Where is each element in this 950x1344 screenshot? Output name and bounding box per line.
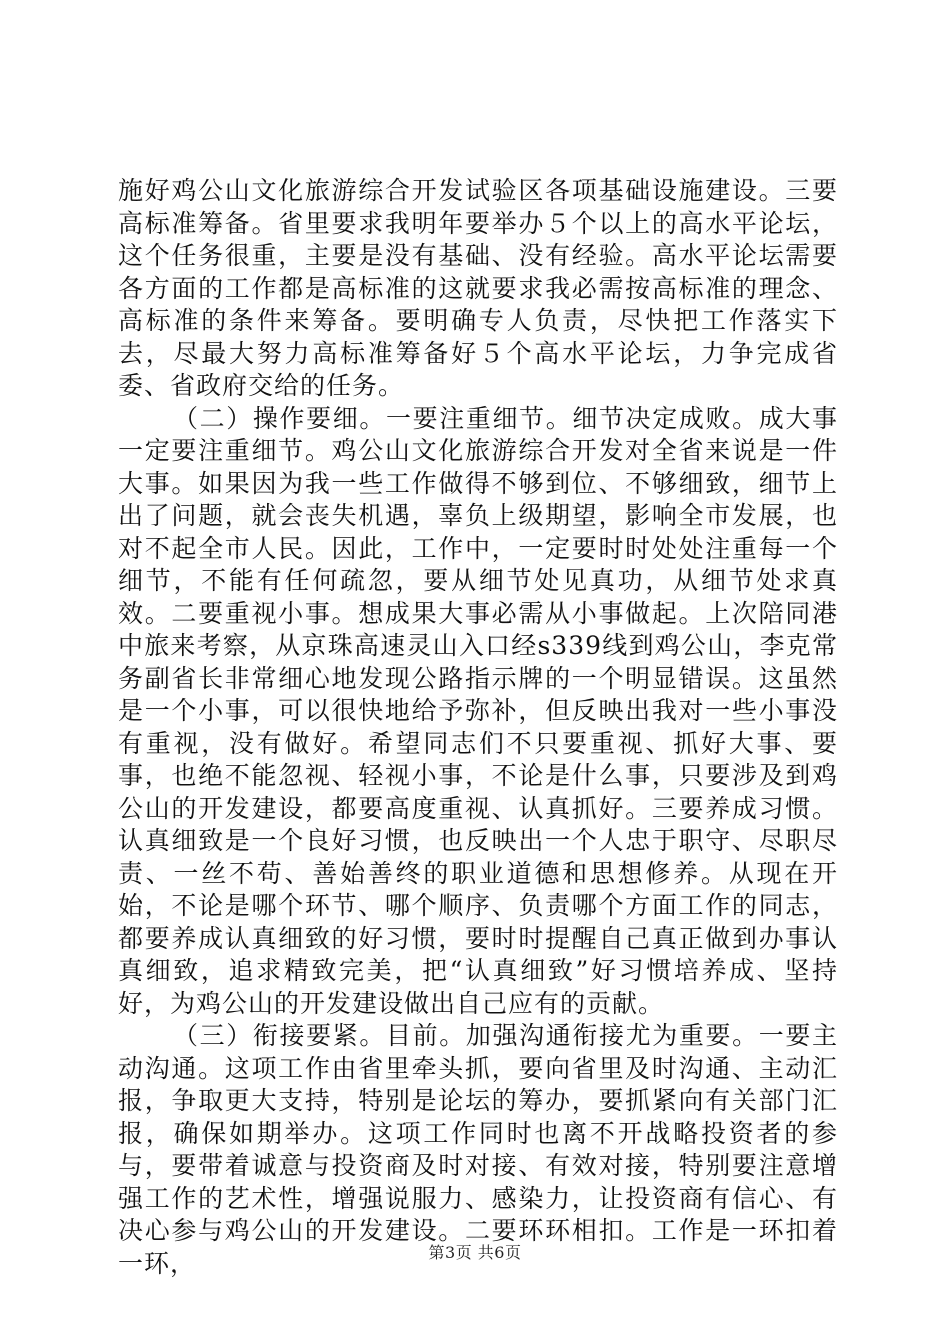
document-body — [118, 175, 838, 1280]
page-number-label: 第3页 共6页 — [428, 1243, 522, 1262]
paragraph-1: 施好鸡公山文化旅游综合开发试验区各项基础设施建设。三要高标准筹备。省里要求我明年要举办５个以上的高水平论坛，这个任务很重，主要是没有基础、没有经验。高水平论坛需要各方面的工作都是高标准的这就要求我必需按高标准的理念、高标准的条件来筹备。要明确专人负责，尽快把工作落实下去，尽最大努力高标准筹备好５个高水平论坛，力争完成省委、省政府交给的任务。 — [118, 176, 838, 400]
paragraph-2: （二）操作要细。一要注重细节。细节决定成败。成大事一定要注重细节。鸡公山文化旅游综合开发对全省来说是一件大事。如果因为我一些工作做得不够到位、不够细致，细节上出了问题，就会丧失机遇，辜负上级期望，影响全市发展，也对不起全市人民。因此，工作中，一定要时时处处注重每一个细节，不能有任何疏忽，要从细节处见真功，从细节处求真效。二要重视小事。想成果大事必需从小事做起。上次陪同港中旅来考察，从京珠高速灵山入口经s339线到鸡公山，李克常务副省长非常细心地发现公路指示牌的一个明显错误。这虽然是一个小事，可以很快地给予弥补，但反映出我对一些小事没有重视，没有做好。希望同志们不只要重视、抓好大事、要事，也绝不能忽视、轻视小事，不论是什么事，只要涉及到鸡公山的开发建设，都要高度重视、认真抓好。三要养成习惯。认真细致是一个良好习惯，也反映出一个人忠于职守、尽职尽责、一丝不苟、善始善终的职业道德和思想修养。从现在开始，不论是哪个环节、哪个顺序、负责哪个方面工作的同志，都要养成认真细致的好习惯，要时时提醒自己真正做到办事认真细致，追求精致完美，把“认真细致”好习惯培养成、坚持好，为鸡公山的开发建设做出自己应有的贡献。 — [118, 403, 838, 1018]
paragraph-3: （三）衔接要紧。目前。加强沟通衔接尤为重要。一要主动沟通。这项工作由省里牵头抓，要向省里及时沟通、主动汇报，争取更大支持，特别是论坛的筹办，要抓紧向有关部门汇报，确保如期举办。这项工作同时也离不开战略投资者的参与，要带着诚意与投资商及时对接、有效对接，特别要注意增强工作的艺术性，增强说服力、感染力，让投资商有信心、有决心参与鸡公山的开发建设。二要环环相扣。工作是一环扣着一环， — [118, 1021, 838, 1278]
page-footer — [0, 1243, 950, 1263]
